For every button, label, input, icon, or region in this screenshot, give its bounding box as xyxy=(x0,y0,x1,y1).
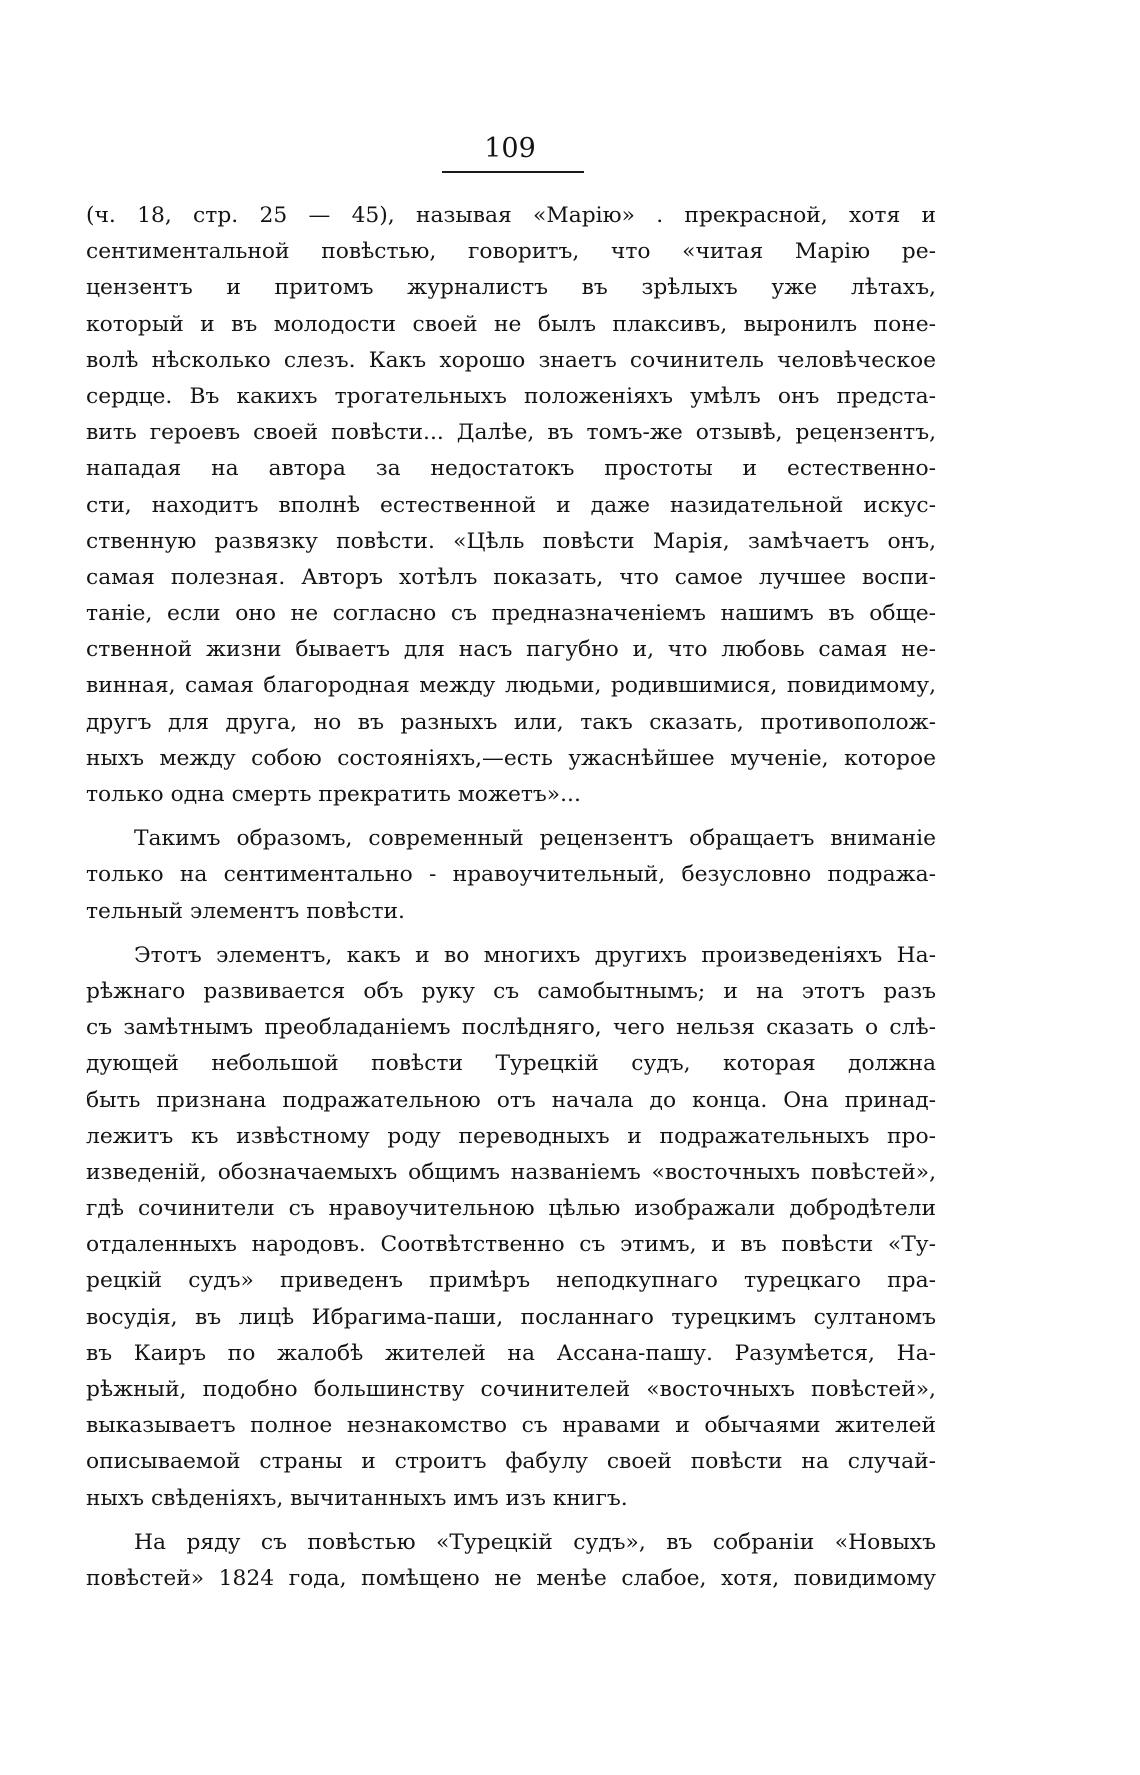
text-line: другъ для друга, но въ разныхъ или, такъ сказать, противополож- xyxy=(86,709,936,735)
text-line: сердце. Въ какихъ трогательныхъ положеніяхъ умѣлъ онъ предста- xyxy=(86,383,936,409)
text-line: сентиментальной повѣстью, говоритъ, что «читая Марію ре- xyxy=(86,239,936,265)
text-line: дующей небольшой повѣсти Турецкій судъ, которая должна xyxy=(86,1051,936,1077)
text-line: повѣстей» 1824 года, помѣщено не менѣе слабое, хотя, повидимому xyxy=(86,1565,936,1591)
text-line: тельный элементъ повѣсти. xyxy=(86,898,405,924)
text-line: таніе, если оно не согласно съ предназначеніемъ нашимъ въ обще- xyxy=(86,601,936,627)
text-line: цензентъ и притомъ журналистъ въ зрѣлыхъ уже лѣтахъ, xyxy=(86,275,936,301)
text-line: рѣжнаго развивается объ руку съ самобытнымъ; и на этотъ разъ xyxy=(86,978,936,1004)
text-line: самая полезная. Авторъ хотѣлъ показать, что самое лучшее воспи- xyxy=(86,564,936,590)
paragraph-1 xyxy=(86,198,936,813)
text-line: Этотъ элементъ, какъ и во многихъ другихъ произведеніяхъ На- xyxy=(134,942,936,968)
text-line: волѣ нѣсколько слезъ. Какъ хорошо знаетъ сочинитель человѣческое xyxy=(86,347,936,373)
header-rule xyxy=(442,171,584,173)
text-line: выказываетъ полное незнакомство съ нравами и обычаями жителей xyxy=(86,1413,936,1439)
text-line: вить героевъ своей повѣсти... Далѣе, въ томъ-же отзывѣ, рецензентъ, xyxy=(86,420,936,446)
page-number: 109 xyxy=(484,133,536,164)
text-line: восудія, въ лицѣ Ибрагима-паши, посланнаго турецкимъ султаномъ xyxy=(86,1304,936,1330)
text-line: ныхъ между собою состояніяхъ,—есть ужаснѣйшее мученіе, которое xyxy=(86,745,936,771)
text-line: ныхъ свѣденіяхъ, вычитанныхъ имъ изъ книгъ. xyxy=(86,1485,628,1511)
paragraph-2 xyxy=(86,821,936,930)
paragraph-3 xyxy=(86,938,936,1517)
text-line: изведеній, обозначаемыхъ общимъ названіемъ «восточныхъ повѣстей», xyxy=(86,1159,936,1185)
text-line: отдаленныхъ народовъ. Соотвѣтственно съ этимъ, и въ повѣсти «Ту- xyxy=(86,1232,936,1258)
body-text xyxy=(86,198,936,1597)
text-line: Такимъ образомъ, современный рецензентъ обращаетъ вниманіе xyxy=(134,826,936,852)
text-line: съ замѣтнымъ преобладаніемъ послѣдняго, чего нельзя сказать о слѣ- xyxy=(86,1015,936,1041)
text-line: нападая на автора за недостатокъ простоты и естественно- xyxy=(86,456,936,482)
text-line: въ Каиръ по жалобѣ жителей на Ассана-пашу. Разумѣется, На- xyxy=(86,1340,936,1366)
text-line: только одна смерть прекратить можетъ»... xyxy=(86,782,581,807)
text-line: лежитъ къ извѣстному роду переводныхъ и подражательныхъ про- xyxy=(86,1123,936,1149)
text-line: рецкій судъ» приведенъ примѣръ неподкупнаго турецкаго пра- xyxy=(86,1268,936,1294)
paragraph-4 xyxy=(86,1525,936,1597)
text-line: который и въ молодости своей не былъ плаксивъ, выронилъ поне- xyxy=(86,311,936,337)
text-line: описываемой страны и строитъ фабулу своей повѣсти на случай- xyxy=(86,1449,936,1475)
text-line: ственную развязку повѣсти. «Цѣль повѣсти Марія, замѣчаетъ онъ, xyxy=(86,528,936,554)
text-line: быть признана подражательною отъ начала до конца. Она принад- xyxy=(86,1087,936,1113)
text-line: винная, самая благородная между людьми, родившимися, повидимому, xyxy=(86,673,936,699)
text-line: гдѣ сочинители съ нравоучительною цѣлью изображали добродѣтели xyxy=(86,1196,936,1222)
text-line: только на сентиментально - нравоучительный, безусловно подража- xyxy=(86,862,936,888)
text-line: (ч. 18, стр. 25 — 45), называя «Марію» . прекрасной, хотя и xyxy=(86,203,936,228)
text-line: ственной жизни бываетъ для насъ пагубно и, что любовь самая не- xyxy=(86,637,936,663)
text-line: На ряду съ повѣстью «Турецкій судъ», въ собраніи «Новыхъ xyxy=(134,1529,936,1555)
text-line: рѣжный, подобно большинству сочинителей «восточныхъ повѣстей», xyxy=(86,1377,936,1402)
text-line: сти, находитъ вполнѣ естественной и даже назидательной искус- xyxy=(86,492,936,518)
